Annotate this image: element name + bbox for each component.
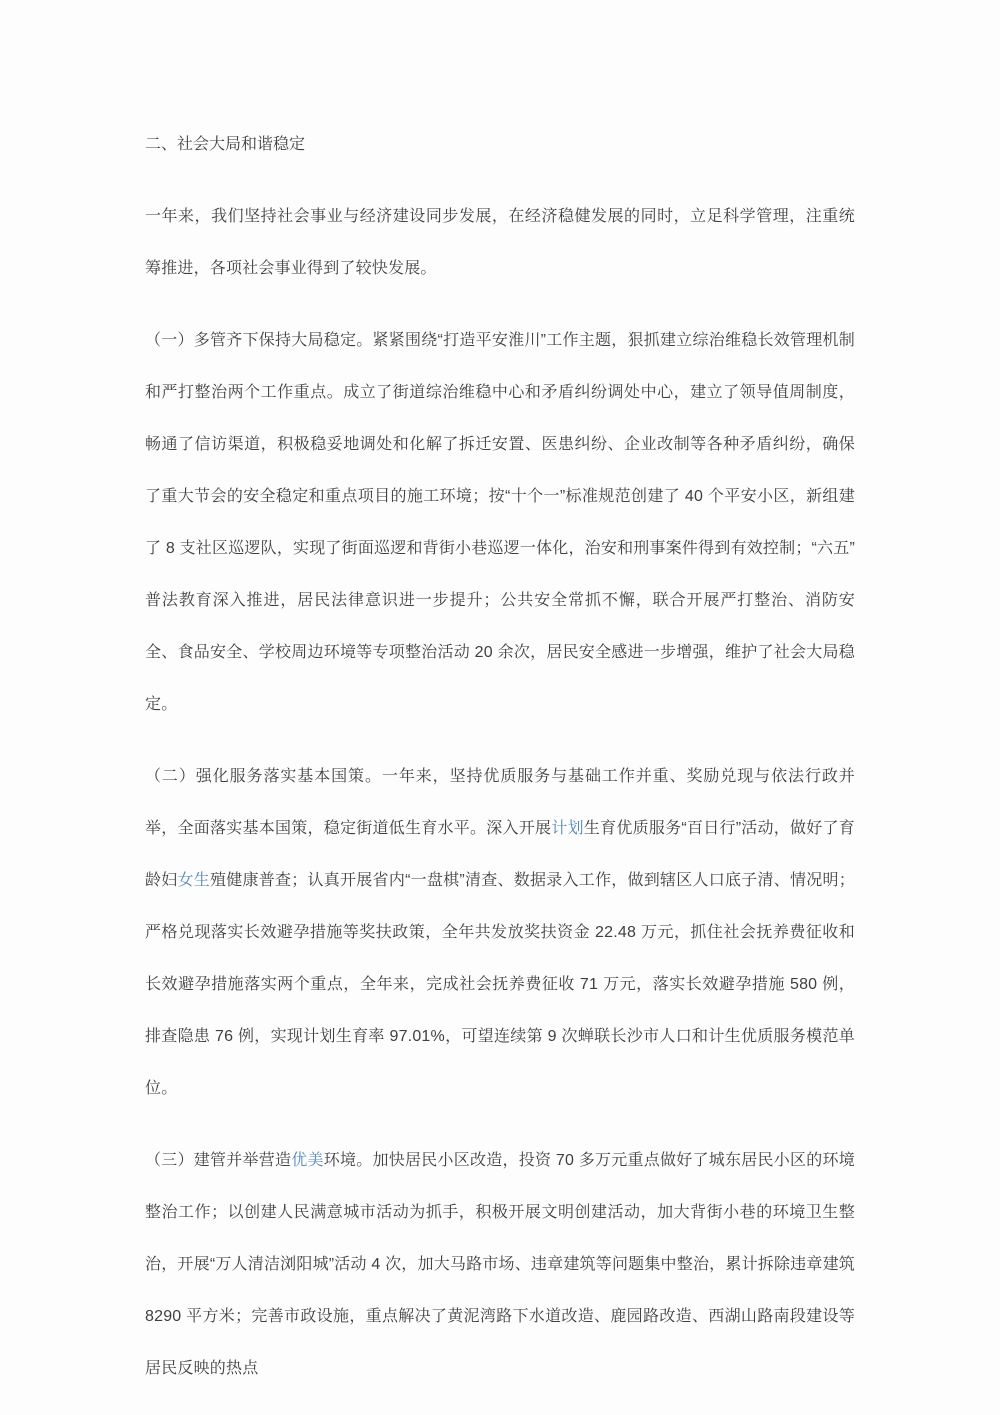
inline-link[interactable]: 优美	[291, 1152, 324, 1169]
paragraph-container	[145, 191, 855, 1395]
text-run: 殖健康普查；认真开展省内“一盘棋”清查、数据录入工作，做到辖区人口底子清、情况明；严格兑现落实长效避孕措施等奖扶政策，全年共发放奖扶资金 22.48 万元，抓住社会抚养费征收和长效避孕措施落实两个重点，全年来，完成社会抚养费征收 71 万元，落实长效避孕措施 580 例，排查隐患 76 例，实现计划生育率 97.01%，可望连续第 9 次蝉联长沙市人口和计生优质服务模范单位。	[145, 872, 856, 1097]
paragraph	[145, 315, 855, 731]
inline-link[interactable]: 计划	[551, 820, 584, 837]
inline-link[interactable]: 女生	[177, 872, 211, 889]
text-run: 生育优质服务“百日行”活动，做好了育龄妇	[145, 820, 855, 889]
text-run: 一年来，我们坚持社会事业与经济建设同步发展，在经济稳健发展的同时，立足科学管理，注重统筹推进，各项社会事业得到了较快发展。	[145, 208, 855, 277]
text-run: 环境。加快居民小区改造，投资 70 多万元重点做好了城东居民小区的环境整治工作；以创建人民满意城市活动为抓手，积极开展文明创建活动，加大背街小巷的环境卫生整治，开展“万人清洁浏阳城”活动 4 次，加大马路市场、违章建筑等问题集中整治，累计拆除违章建筑 8290 平方米；完善市政设施，重点解决了黄泥湾路下水道改造、鹿园路改造、西湖山路南段建设等居民反映的热点	[145, 1152, 855, 1377]
document-body	[145, 0, 855, 1395]
text-run: （一）多管齐下保持大局稳定。紧紧围绕“打造平安淮川”工作主题，狠抓建立综治维稳长效管理机制和严打整治两个工作重点。成立了街道综治维稳中心和矛盾纠纷调处中心，建立了领导值周制度，畅通了信访渠道，积极稳妥地调处和化解了拆迁安置、医患纠纷、企业改制等各种矛盾纠纷，确保了重大节会的安全稳定和重点项目的施工环境；按“十个一”标准规范创建了 40 个平安小区，新组建了 8 支社区巡逻队，实现了街面巡逻和背街小巷巡逻一体化，治安和刑事案件得到有效控制；“六五”普法教育深入推进，居民法律意识进一步提升；公共安全常抓不懈，联合开展严打整治、消防安全、食品安全、学校周边环境等专项整治活动 20 余次，居民安全感进一步增强，维护了社会大局稳定。	[145, 332, 855, 713]
text-run: （二）强化服务落实基本国策。一年来，坚持优质服务与基础工作并重、奖励兑现与依法行政并举，全面落实基本国策，稳定街道低生育水平。深入开展	[145, 768, 855, 837]
paragraph	[145, 191, 855, 295]
section-heading: 二、社会大局和谐稳定	[145, 136, 306, 153]
paragraph	[145, 1135, 855, 1395]
text-run: （三）建管并举营造	[145, 1152, 292, 1169]
paragraph	[145, 751, 855, 1115]
